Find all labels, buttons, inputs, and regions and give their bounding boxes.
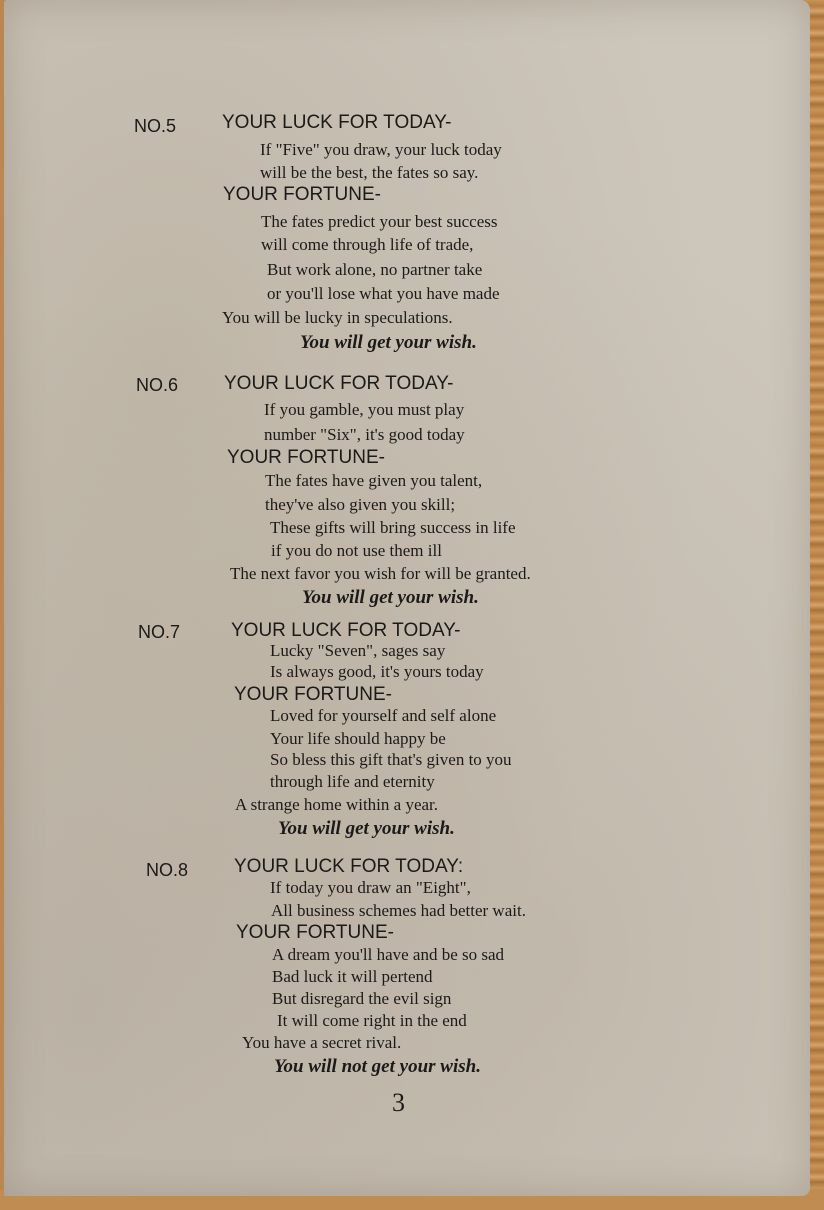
luck-heading: YOUR LUCK FOR TODAY:: [234, 856, 464, 877]
luck-line: Is always good, it's yours today: [270, 662, 484, 681]
entry-number: NO.5: [134, 116, 177, 136]
luck-heading: YOUR LUCK FOR TODAY-: [231, 620, 461, 641]
fortune-line: These gifts will bring success in life: [270, 518, 516, 537]
wish-line: You will not get your wish.: [274, 1056, 481, 1077]
luck-line: If "Five" you draw, your luck today: [260, 140, 502, 159]
fortune-line: will come through life of trade,: [261, 235, 474, 254]
fortune-note: You have a secret rival.: [242, 1033, 402, 1052]
entry-number: NO.8: [146, 860, 189, 880]
fortune-line: they've also given you skill;: [265, 495, 456, 514]
fortune-note: A strange home within a year.: [235, 795, 439, 814]
fortune-heading: YOUR FORTUNE-: [223, 184, 381, 205]
fortune-line: The fates predict your best success: [261, 212, 498, 231]
luck-line: If you gamble, you must play: [264, 400, 465, 419]
fortune-line: A dream you'll have and be so sad: [272, 945, 505, 964]
booklet-page: [4, 0, 810, 1196]
fortune-heading: YOUR FORTUNE-: [227, 447, 385, 468]
entry-number: NO.7: [138, 622, 181, 642]
luck-heading: YOUR LUCK FOR TODAY-: [224, 373, 454, 394]
fortune-line: So bless this gift that's given to you: [270, 750, 512, 769]
fortune-line: But disregard the evil sign: [272, 989, 452, 1008]
fortune-heading: YOUR FORTUNE-: [234, 684, 392, 705]
fortune-line: or you'll lose what you have made: [267, 284, 500, 303]
luck-line: Lucky "Seven", sages say: [270, 641, 446, 660]
fortune-line: Bad luck it will pertend: [272, 967, 433, 986]
fortune-line: The fates have given you talent,: [265, 471, 483, 490]
fortune-line: if you do not use them ill: [271, 541, 442, 560]
fortune-line: It will come right in the end: [277, 1011, 467, 1030]
luck-line: will be the best, the fates so say.: [260, 163, 479, 182]
wish-line: You will get your wish.: [278, 818, 455, 839]
fortune-line: Loved for yourself and self alone: [270, 706, 497, 725]
entry-number: NO.6: [136, 375, 179, 395]
page-number: 3: [392, 1088, 405, 1117]
wish-line: You will get your wish.: [302, 587, 479, 608]
luck-line: number "Six", it's good today: [264, 425, 465, 444]
fortune-line: Your life should happy be: [270, 729, 446, 748]
luck-line: If today you draw an "Eight",: [270, 878, 471, 897]
luck-heading: YOUR LUCK FOR TODAY-: [222, 112, 452, 133]
fortune-note: The next favor you wish for will be granted.: [230, 564, 531, 583]
fortune-line: through life and eternity: [270, 772, 435, 791]
wish-line: You will get your wish.: [300, 332, 477, 353]
fortune-heading: YOUR FORTUNE-: [236, 922, 394, 943]
luck-line: All business schemes had better wait.: [271, 901, 526, 920]
fortune-line: But work alone, no partner take: [267, 260, 483, 279]
fortune-note: You will be lucky in speculations.: [222, 308, 453, 327]
